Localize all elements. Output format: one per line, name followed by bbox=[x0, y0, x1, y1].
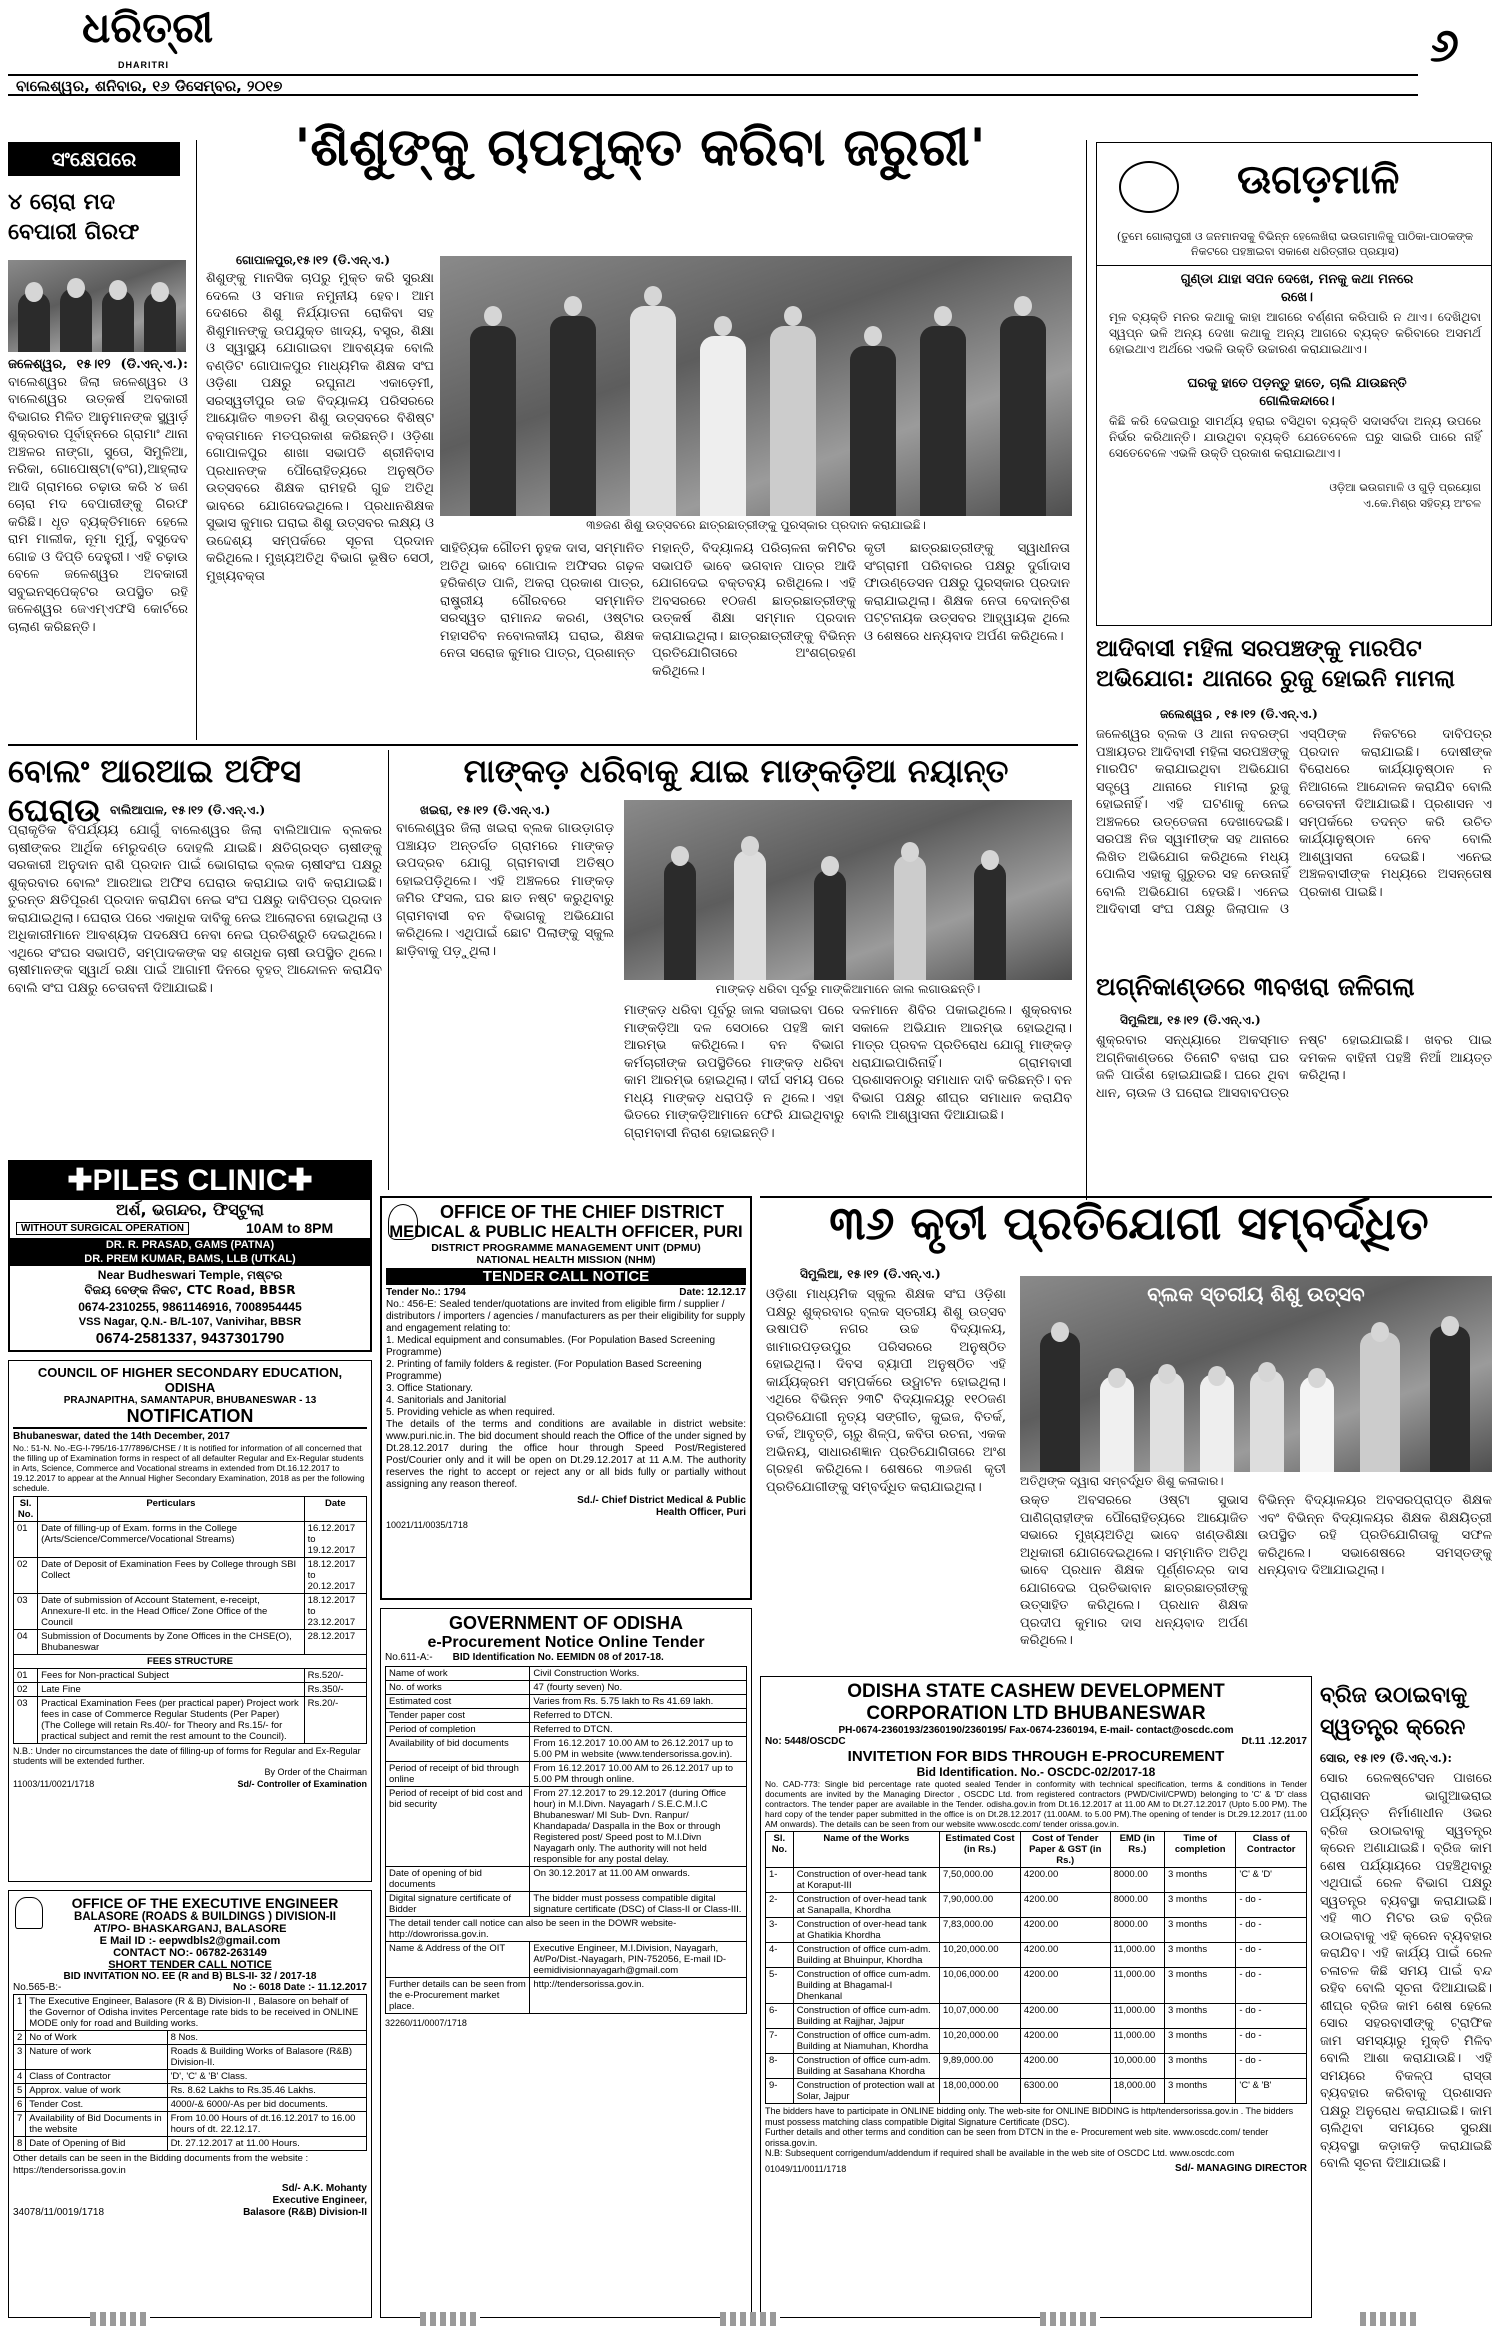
registration-mark bbox=[720, 2312, 780, 2326]
table-row: 01 Fees for Non-practical Subject Rs.520/- bbox=[14, 1669, 367, 1683]
table-row: 2- Construction of over-head tank at Sanapalla, Khordha 7,90,000.00 4200.00 8000.00 3 months - do - bbox=[766, 1893, 1307, 1918]
proverb-credit1: ଓଡ଼ିଆ ଭଉଗମାଳି ଓ ଗୁଡ଼ି ପ୍ରୟୋଗ bbox=[1329, 481, 1481, 494]
ee-addr: AT/PO- BHASKARGANJ, BALASORE bbox=[93, 1923, 287, 1935]
cashew-no: No: 5448/OSCDC bbox=[765, 1736, 846, 1747]
col-head: Sl. No. bbox=[14, 1497, 38, 1522]
piles-doctors: DR. R. PRASAD, GAMS (PATNA) DR. PREM KUMAR, BAMS, LLB (UTKAL) bbox=[10, 1238, 370, 1266]
chse-date: Bhubaneswar, dated the 14th December, 2017 bbox=[13, 1431, 230, 1442]
piles-tag: WITHOUT SURGICAL OPERATION bbox=[16, 1222, 189, 1235]
brief-text: ବାଲେଶ୍ୱର ଜିଲା ଜଳେଶ୍ୱର ଓ ବାଲେଶ୍ୱର ଉତ୍କର୍ଷ ଅବକାରୀ ବିଭାଗର ମିଳିତ ଆନୁମାନଙ୍କ ସ୍କ୍ୱାର୍ଡ଼ ଶୁକ୍ରବାର ପୂର୍ବାହ୍ନରେ ଗ୍ରାମାଂ ଥାନା ଅଞ୍ଚଳର ନାଙ୍ଗା, ସୁତୋ, ସିମୁଳିଆ, ନରିକା, ଗୋପୋଷ୍ଟା(ବଂଗ),ଆହ୍ଲାଦ ଆଦି ଗ୍ରାମରେ ଚଢ଼ାଉ କରି ୪ ଜଣ ଚୋରା ମଦ ବେପାରୀଙ୍କୁ ଗିରଫ କରିଛି। ଧୃତ ବ୍ୟକ୍ତିମାନେ ହେଲେ ରାମ ମାଲୀକ, ନୂମା ମୁର୍ମୁ, ବସୁଦେବ ଗୋଚ୍ଚ ଓ ଦିପ୍ତି ଦେହୁରୀ। ଏହି ଚଢ଼ାଉ ବେଳେ ଜଳେଶ୍ୱର ଅବକାରୀ ସବୁଇନସ୍ପେକ୍ଟର ଉପସ୍ଥିତ ରହି ଜଳେଶ୍ୱର ଜେଏମ୍ଏଫସି କୋର୍ଟରେ ଚାଲାଣ କରିଛନ୍ତି। bbox=[8, 374, 188, 635]
cdmo-item: 4. Sanitorials and Janitorial bbox=[386, 1395, 507, 1406]
fire-body: ଶୁକ୍ରବାର ସନ୍ଧ୍ୟାରେ ଅକସ୍ମାତ ଅଗ୍ନିକାଣ୍ଡରେ ତିନୋଟି ବଖରା ଘର ଜଳି ପାଉଁଶ ହୋଇଯାଇଛି। ଘରେ ଥିବା ଧାନ, ଚାଉଳ ଓ ଘରୋଇ ଆସବାବପତ୍ର ନଷ୍ଟ ହୋଇଯାଇଛି। ଖବର ପାଇ ଦମକଳ ବାହିନୀ ପହଞ୍ଚି ନିଆଁ ଆୟତ୍ତ କରିଥିଲା। bbox=[1096, 1033, 1492, 1101]
table-row: 02 Late Fine Rs.350/- bbox=[14, 1683, 367, 1697]
brief-dateline: ଜଳେଶ୍ୱର, ୧୫।୧୨ (ଡି.ଏନ୍.ଏ.): bbox=[8, 357, 188, 372]
ee-title1: OFFICE OF THE EXECUTIVE ENGINEER bbox=[71, 1895, 339, 1911]
cashew-title1: ODISHA STATE CASHEW DEVELOPMENT bbox=[847, 1681, 1225, 1702]
cdmo-item: 3. Office Stationary. bbox=[386, 1383, 473, 1394]
gov-no: No.611-A:- bbox=[385, 1652, 433, 1663]
piles-phone1: 0674-2310255, 9861146916, 7008954445 bbox=[78, 1300, 302, 1314]
cashew-bid: Bid Identification. No.- OSCDC-02/2017-18 bbox=[916, 1765, 1156, 1779]
kruti-caption: ଅତିଥିଙ୍କ ଦ୍ୱାରା ସମ୍ବର୍ଦ୍ଧିତ ଶିଶୁ କଳାକାର। bbox=[1020, 1474, 1224, 1488]
col-head: Sl. No. bbox=[766, 1832, 794, 1868]
ee-no2: No :- 6018 Date :- 11.12.2017 bbox=[233, 1982, 367, 1993]
table-row: Period of receipt of bid cost and bid security From 27.12.2017 to 29.12.2017 (during Office hour) in M.I.Divn. Nayagarh / S.E.C.M.I.C Bhubaneswar/ MI Sub- Dvn. Ranpur/ Khandapada/ Daspalla in the Box or through Registered post/ Speed post to M.I.Divn Nayagarh only. The authority will not held responsible for any postal delay. bbox=[386, 1787, 747, 1867]
piles-addr2: ବିଜୟ ବେଙ୍କ ନିକଟ, CTC Road, BBSR bbox=[84, 1283, 296, 1297]
table-row: The detail tender call notice can also be seen in the DOWR website- http://dowrorissa.gov.in. bbox=[386, 1917, 747, 1942]
brief-photo bbox=[8, 260, 186, 352]
col-head: Class of Contractor bbox=[1236, 1832, 1307, 1868]
table-row: Name of work Civil Construction Works. bbox=[386, 1667, 747, 1681]
ee-sign3: Balasore (R&B) Division-II bbox=[243, 2207, 367, 2218]
tribal-headline: ଆଦିବାସୀ ମହିଳା ସରପଞ୍ଚଙ୍କୁ ମାରପିଟ ଅଭିଯୋଗ: ଥାନାରେ ରୁଜୁ ହୋଇନି ମାମଲା bbox=[1096, 636, 1455, 692]
crane-dateline: ସୋର, ୧୫।୧୨ (ଡି.ଏନ୍.ଏ.): bbox=[1320, 1751, 1452, 1765]
proverb-para1: ମୂଳ ବ୍ୟକ୍ତି ମନର କଥାକୁ କାହା ଆଗରେ ବର୍ଣ୍ଣନା କରିପାରି ନ ଥାଏ। ଦେଖିଥିବା ସ୍ୱପ୍ନ ଭଳି ଅନ୍ୟ ଦେଖା କଥାକୁ ଅନ୍ୟ ଆଗରେ ବ୍ୟକ୍ତ କରିବାରେ ଅସମର୍ଥ ହୋଇଥାଏ ଅର୍ଥରେ ଏଭଳି ଉକ୍ତି ଉଚ୍ଚାରଣ କରାଯାଇଥାଏ। bbox=[1109, 310, 1481, 356]
proverb-credit2: ଏ.କେ.ମିଶ୍ର ସହିତ୍ୟ ଅଂଚଳ bbox=[1363, 497, 1481, 510]
lead-col2: ସାହିତ୍ୟିକ ଗୌତମ ନୁହକ ଦାସ, ସମ୍ମାନିତ ଅତିଥି ଭାବେ ଗୋପାଳ ଅଫିସର ଗଢ଼ଳ ହରିକଣ୍ଡ ପାଳି, ଅକରା ପ୍ରକାଶ ପାତ୍ର, ରାଷ୍ଟ୍ରୀୟ ଗୌରବରେ ସମ୍ମାନିତ ସରସ୍ୱତ ରାମାନନ୍ଦ କରଣ, ଓଷ୍ଟାର ମହାସଚିବ ନବୋଲକୀୟ ଘରାଇ, ଶିକ୍ଷକ ନେତା ସରୋଜ କୁମାର ପାତ୍ର, ପ୍ରଶାନ୍ତ bbox=[440, 541, 644, 661]
monkey-col1: ବାଲେଶ୍ୱର ଜିଲା ଖଇରା ବ୍ଲକ ଗାଉଡ଼ାଗଡ଼ ପଞ୍ଚାୟତ ଅନ୍ତର୍ଗତ ଗ୍ରାମରେ ମାଙ୍କଡ଼ ଉପଦ୍ରବ ଯୋଗୁ ଗ୍ରାମବାସୀ ଅତିଷ୍ଠ ହୋଇପଡ଼ିଥିଲେ। ଏହି ଅଞ୍ଚଳରେ ମାଙ୍କଡ଼ ଜମିର ଫସଲ, ଘର ଛାତ ନଷ୍ଟ କରୁଥିବାରୁ ଗ୍ରାମବାସୀ ବନ ବିଭାଗକୁ ଅଭିଯୋଗ କରିଥିଲେ। ଏଥିପାଇଁ ଛୋଟ ପିଲାଙ୍କୁ ସ୍କୁଲ ଛାଡ଼ିବାକୁ ପଡ଼ୁଥିଲା। bbox=[396, 821, 614, 959]
lead-col4: କୃତୀ ଛାତ୍ରଛାତ୍ରୀଙ୍କୁ ସ୍ୱାଧୀନତା ସଂଗ୍ରାମୀ ପରିବାରର ପକ୍ଷରୁ ଦୁର୍ଗାଦାସ ଫାଉଣ୍ଡେସନ ପକ୍ଷରୁ ପୁରସ୍କାର ପ୍ରଦାନ କରାଯାଇଥିଲା। ଶିକ୍ଷକ ନେତା ବେଦାନ୍ତିଶ ପଟ୍ଟନାୟକ ଉତ୍ସବର ଆହ୍ୱାୟକ ଥିଲେ ଓ ଶେଷରେ ଧନ୍ୟବାଦ ଅର୍ପଣ କରିଥିଲେ। bbox=[864, 541, 1070, 644]
crane-headline: ବ୍ରିଜ ଉଠାଇବାକୁ ସ୍ୱତନ୍ତ୍ର କ୍ରେନ bbox=[1320, 1683, 1468, 1740]
ee-email: E Mail ID :- eepwdbls2@gmail.com bbox=[99, 1935, 281, 1947]
cashew-ref: 01049/11/0011/1718 bbox=[765, 2163, 847, 2174]
piles-title: ✚PILES CLINIC✚ bbox=[10, 1162, 370, 1200]
cdmo-ref: 10021/11/0035/1718 bbox=[386, 1520, 468, 1530]
cashew-foot3: N.B: Subsequent corrigendum/addendum if required shall be available in the web site of OSCDC Ltd. www.oscdc.com bbox=[765, 2148, 1235, 2158]
proverb-box bbox=[1096, 142, 1492, 626]
cdmo-item: 5. Providing vehicle as when required. bbox=[386, 1407, 555, 1418]
gov-title1: GOVERNMENT OF ODISHA bbox=[448, 1613, 683, 1633]
tribal-body: ଜଳେଶ୍ୱର ବ୍ଲକ ଓ ଥାନା ନବରଙ୍ଗ ପଞ୍ଚାୟତର ଆଦିବାସୀ ମହିଳା ସରପଞ୍ଚଙ୍କୁ ମାରପିଟ କରାଯାଇଥିବା ଅଭିଯୋଗ ସତ୍ତ୍ୱେ ଥାନାରେ ମାମଲା ରୁଜୁ ହୋଇନାହିଁ। ଏହି ଘଟଣାକୁ ନେଇ ଅଞ୍ଚଳରେ ଉତ୍ତେଜନା ଦେଖାଦେଇଛି। ସରପଞ୍ଚ ନିଜ ସ୍ୱାମୀଙ୍କ ସହ ଥାନାରେ ଲିଖିତ ଅଭିଯୋଗ କରିଥିଲେ ମଧ୍ୟ ପୋଲିସ ଏହାକୁ ଗୁରୁତର ସହ ନେଉନାହିଁ ବୋଲି ଅଭିଯୋଗ ହେଉଛି। ଏନେଇ ଆଦିବାସୀ ସଂଘ ପକ୍ଷରୁ ଜିଲାପାଳ ଓ ଏସ୍ପିଙ୍କ ନିକଟରେ ଦାବିପତ୍ର ପ୍ରଦାନ କରାଯାଇଛି। ଦୋଷୀଙ୍କ ବିରୋଧରେ କାର୍ଯ୍ୟାନୁଷ୍ଠାନ ନ ନିଆଗଲେ ଆନ୍ଦୋଳନ କରାଯିବ ବୋଲି ଚେତାବନୀ ଦିଆଯାଇଛି। ପ୍ରଶାସନ ଏ ସମ୍ପର୍କରେ ତଦନ୍ତ କରି ଉଚିତ କାର୍ଯ୍ୟାନୁଷ୍ଠାନ ନେବ ବୋଲି ଆଶ୍ୱାସନା ଦେଇଛି। ଏନେଇ ଅଞ୍ଚଳବାସୀଙ୍କ ମଧ୍ୟରେ ଅସନ୍ତୋଷ ପ୍ରକାଶ ପାଇଛି। bbox=[1096, 727, 1492, 917]
kruti-col3: ବିଭିନ୍ନ ବିଦ୍ୟାଳୟର ଅବସରପ୍ରାପ୍ତ ଶିକ୍ଷକ ଏବଂ ବିଭିନ୍ନ ବିଦ୍ୟାଳୟର ଶିକ୍ଷକ ଶିକ୍ଷୟିତ୍ରୀ ଉପସ୍ଥିତ ରହି ପ୍ରତିଯୋଗିତାକୁ ସଫଳ କରିଥିଲେ। ସଭାଶେଷରେ ସମସ୍ତଙ୍କୁ ଧନ୍ୟବାଦ ଦିଆଯାଇଥିଲା। bbox=[1258, 1493, 1492, 1578]
ee-bid: BID INVITATION NO. EE (R and B) BLS-II- 32 / 2017-18 bbox=[63, 1971, 317, 1982]
lead-col3: ମହାନ୍ତି, ବିଦ୍ୟାଳୟ ପରିଚାଳନା କମିଟିର ସଭାପତି ଭାବେ ଭଗବାନ ପାତ୍ର ଆଦି ଯୋଗଦେଇ ବକ୍ତବ୍ୟ ରଖିଥିଲେ। ଏହି ଅବସରରେ ୧୦ଜଣ ଛାତ୍ରଛାତ୍ରୀଙ୍କୁ ଉତ୍କର୍ଷ ଶିକ୍ଷା ସମ୍ମାନ ପ୍ରଦାନ କରାଯାଇଥିଲା। ଛାତ୍ରଛାତ୍ରୀଙ୍କୁ ବିଭିନ୍ନ ପ୍ରତିଯୋଗିତାରେ ଅଂଶଗ୍ରହଣ କରିଥିଲେ। bbox=[652, 541, 856, 679]
table-row: Digital signature certificate of Bidder The bidder must possess compatible digital signature certificate (DSC) of Class-II or Class-III. bbox=[386, 1892, 747, 1917]
table-row: 7 Availability of Bid Documents in the website From 10.00 Hours of dt.16.12.2017 to 16.00 hours of dt. 22.12.17. bbox=[14, 2112, 367, 2137]
gov-ref: 32260/11/0007/1718 bbox=[385, 2018, 467, 2028]
gov-title2: e-Procurement Notice Online Tender bbox=[427, 1634, 705, 1651]
table-row: Period of receipt of bid through online From 16.12.2017 10.00 AM to 26.12.2017 up to 5.00 PM through online. bbox=[386, 1762, 747, 1787]
registration-mark bbox=[90, 2312, 150, 2326]
table-row: 8 Date of Opening of Bid Dt. 27.12.2017 at 11.00 Hours. bbox=[14, 2137, 367, 2151]
cashew-date: Dt.11 .12.2017 bbox=[1241, 1736, 1307, 1747]
ee-no: No.565-B:- bbox=[13, 1982, 62, 1993]
col-head: Name of the Works bbox=[793, 1832, 939, 1868]
ee-emblem-icon bbox=[15, 1897, 43, 1929]
masthead bbox=[0, 0, 1500, 98]
monkey-caption: ମାଙ୍କଡ଼ ଧରିବା ପୂର୍ବରୁ ମାଙ୍କିଆମାନେ ଜାଲ ଲଗାଉଛନ୍ତି। bbox=[715, 982, 981, 996]
monkey-photo bbox=[624, 800, 1072, 980]
table-row: 03 Date of submission of Account Statement, e-receipt, Annexure-II etc. in the Head Office/ Zone Office of the Council 18.12.2017 to 23.12.2017 bbox=[14, 1594, 367, 1630]
cdmo-date: Date: 12.12.17 bbox=[679, 1287, 746, 1298]
table-row: Date of opening of bid documents On 30.12.2017 at 11.00 AM onwards. bbox=[386, 1867, 747, 1892]
proverb-line1: ଗୁଣ୍ଡା ଯାହା ସପନ ଦେଖେ, ମନକୁ କଥା ମନରେ ରଖେ। bbox=[1180, 272, 1414, 305]
cdmo-sub1: DISTRICT PROGRAMME MANAGEMENT UNIT (DPMU) bbox=[431, 1242, 701, 1254]
table-row: No. of works 47 (fourty seven) No. bbox=[386, 1681, 747, 1695]
fire-dateline: ସିମୁଲିଆ, ୧୫।୧୨ (ଡି.ଏନ୍.ଏ.) bbox=[1120, 1013, 1261, 1027]
ee-contact: CONTACT NO:- 06782-263149 bbox=[113, 1947, 267, 1959]
cdmo-item: 2. Printing of family folders & register. (For Population Based Screening Programme) bbox=[386, 1359, 702, 1382]
tribal-dateline: ଜଲେଶ୍ୱର , ୧୫।୧୨ (ଡି.ଏନ୍.ଏ.) bbox=[1160, 707, 1318, 721]
kruti-dateline: ସିମୁଲିଆ, ୧୫।୧୨ (ଡି.ଏନ୍.ଏ.) bbox=[800, 1267, 941, 1281]
piles-clinic-ad bbox=[8, 1160, 372, 1352]
table-row: 6- Construction of office cum-adm. Building at Rajjhar, Jajpur 10,07,000.00 4200.00 11,000.00 3 months - do - bbox=[766, 2004, 1307, 2029]
chse-intro: No.: 51-N. No.-EG-I-795/16-17/7896/CHSE / It is notified for information of all concerned that the filling up of Examination forms in respect of all defaulter Regular and Ex-Regular students in Arts, Science, Commerce and Vocational streams in extended from Dt.16.12.2017 to 19.12.2017 to appear at the Annual Higher Secondary Examination, 2018 as per the following schedule. bbox=[13, 1443, 365, 1493]
cdmo-body: The details of the terms and conditions are available in district website: www.puri.nic.in. The bid document should reach the Office of the under signed by Dt.28.12.2017 during the office hour through Speed Post/Registered Post/Courier only and it will be open on Dt.29.12.2017 at 11 A.M. The authority reserves the right to accept or reject any or all bids fully or partially without assigning any reason thereof. bbox=[386, 1419, 746, 1490]
table-row: 3 Nature of work Roads & Building Works of Balasore (R&B) Division-II. bbox=[14, 2045, 367, 2070]
table-row: Name & Address of the OIT Executive Engineer, M.I.Division, Nayagarh, At/Po/Dist.-Nayagarh, PIN-752056, E-mail ID-eemidivisionnayagarh@gmail.com bbox=[386, 1942, 747, 1978]
table-row: Period of completion Referred to DTCN. bbox=[386, 1723, 747, 1737]
registration-mark bbox=[420, 2312, 480, 2326]
kruti-headline: ୩୬ କୃତୀ ପ୍ରତିଯୋଗୀ ସମ୍ବର୍ଦ୍ଧିତ bbox=[829, 1196, 1429, 1250]
cross-icon: ✚ bbox=[287, 1164, 313, 1197]
fire-headline: ଅଗ୍ନିକାଣ୍ଡରେ ୩ବଖରା ଜଳିଗଲା bbox=[1096, 972, 1415, 1001]
monkey-headline: ମାଙ୍କଡ଼ ଧରିବାକୁ ଯାଇ ମାଙ୍କଡ଼ିଆ ନୟାନ୍ତ bbox=[463, 752, 1009, 790]
table-row: 04 Submission of Documents by Zone Offices in the CHSE(O), Bhubaneswar 28.12.2017 bbox=[14, 1630, 367, 1655]
rti-dateline: ବାଲିଆପାଳ, ୧୫।୧୨ (ଡି.ଏନ୍.ଏ.) bbox=[110, 803, 266, 817]
cdmo-tender-notice bbox=[380, 1196, 752, 1600]
piles-hours: 10AM to 8PM bbox=[246, 1220, 334, 1236]
piles-phone2: 0674-2581337, 9437301790 bbox=[95, 1330, 285, 1347]
ee-tender-notice bbox=[8, 1890, 372, 2318]
col-head: Perticulars bbox=[38, 1497, 305, 1522]
table-row: 3- Construction of over-head tank at Ghatikia Khordha 7,83,000.00 4200.00 8000.00 3 months - do - bbox=[766, 1918, 1307, 1943]
ee-note: Other details can be seen in the Bidding documents from the website : https://tendersorissa.gov.in bbox=[13, 2153, 309, 2176]
ee-table bbox=[13, 1994, 367, 2151]
gov-eprocurement-notice bbox=[380, 1608, 752, 2318]
table-row: Availability of bid documents From 16.12.2017 10.00 AM to 26.12.2017 up to 5.00 PM in website (www.tendersorissa.gov.in). bbox=[386, 1737, 747, 1762]
cashew-foot1: The bidders have to participate in ONLINE bidding only. The web-site for ONLINE BIDDING is http/tendersorissa.gov.in . The bidders must possess matching class compatible Digital Signature Certificate (DSC). bbox=[765, 2106, 1294, 2127]
chse-notice: NOTIFICATION bbox=[13, 1406, 367, 1429]
kruti-col2: ଉକ୍ତ ଅବସରରେ ଓଷ୍ଟା ସୁଭାସ ପାଣିଗ୍ରାହୀଙ୍କ ପୌରୋହିତ୍ୟରେ ଆୟୋଜିତ ସଭାରେ ମୁଖ୍ୟଅତିଥି ଭାବେ ଖଣ୍ଡଶିକ୍ଷା ଅଧିକାରୀ ଯୋଗଦେଇଥିଲେ। ସମ୍ମାନିତ ଅତିଥି ଭାବେ ପ୍ରଧାନ ଶିକ୍ଷକ ପୂର୍ଣ୍ଣଚନ୍ଦ୍ର ଦାସ ଯୋଗଦେଇ ପ୍ରତିଭାବାନ ଛାତ୍ରଛାତ୍ରୀଙ୍କୁ ଉତ୍ସାହିତ କରିଥିଲେ। ପ୍ରଧାନ ଶିକ୍ଷକ ପ୍ରଦୀପ କୁମାର ଦାସ ଧନ୍ୟବାଦ ଅର୍ପଣ କରିଥିଲେ। bbox=[1020, 1493, 1248, 1648]
brief-headline: ୪ ଚୋରା ମଦ ବେପାରୀ ଗିରଫ bbox=[8, 190, 140, 245]
lead-caption: ୩୭ଜଣ ଶିଶୁ ଉତ୍ସବରେ ଛାତ୍ରଛାତ୍ରୀଙ୍କୁ ପୁରସ୍କାର ପ୍ରଦାନ କରାଯାଇଛି। bbox=[586, 518, 926, 532]
cashew-works-table bbox=[765, 1831, 1307, 2104]
table-row: 5 Approx. value of work Rs. 8.62 Lakhs to Rs.35.46 Lakhs. bbox=[14, 2084, 367, 2098]
gov-table bbox=[385, 1666, 747, 2014]
cashew-notice: INVITETION FOR BIDS THROUGH E-PROCUREMENT bbox=[847, 1748, 1225, 1765]
table-row: 4- Construction of office cum-adm. Building at Bhuinpur, Khordha 10,20,000.00 4200.00 11,000.00 3 months - do - bbox=[766, 1943, 1307, 1968]
table-row: 03 Practical Examination Fees (per practical paper) Project work fees in case of Commerce Regular Students (Per Paper) (The College will retain Rs.40/- for Theory and Rs.15/- for practical subject and remit the rest amount to the Council). Rs.20/- bbox=[14, 1697, 367, 1744]
cashew-contact: PH-0674-2360193/2360190/2360195/ Fax-0674-2360194, E-mail- contact@oscdc.com bbox=[838, 1725, 1234, 1736]
col-head: Time of completion bbox=[1165, 1832, 1236, 1868]
ee-title2: BALASORE (ROADS & BUILDINGS ) DIVISION-II bbox=[74, 1911, 336, 1923]
cashew-tender-notice bbox=[760, 1676, 1312, 2318]
proverb-line2: ଘରକୁ ହାତେ ପଡ଼ନ୍ତୁ ହାତେ, ଚାଲି ଯାଉଛନ୍ତି ଗୋଲିକନ୍ଦାରେ। bbox=[1187, 376, 1407, 409]
masthead-dateline bbox=[8, 74, 1418, 96]
chse-schedule-table bbox=[13, 1496, 367, 1744]
lead-headline: 'ଶିଶୁଙ୍କୁ ଚାପମୁକ୍ତ କରିବା ଜରୁରୀ' bbox=[294, 118, 986, 178]
monkey-dateline: ଖଇରା, ୧୫।୧୨ (ଡି.ଏନ୍.ଏ.) bbox=[420, 803, 551, 817]
table-row: 1 The Executive Engineer, Balasore (R & B) Division-II , Balasore on behalf of the Governor of Odisha invites Percentage rate bids to be received in ONLINE MODE only for road and Building works. bbox=[14, 1995, 367, 2031]
piles-addr3: VSS Nagar, Q.N.- B/L-107, Vanivihar, BBSR bbox=[78, 1316, 302, 1328]
table-row: 1- Construction of over-head tank at Koraput-III 7,50,000.00 4200.00 8000.00 3 months 'C' & 'D' bbox=[766, 1868, 1307, 1893]
ee-sign2: Executive Engineer, bbox=[272, 2195, 367, 2206]
chse-notification bbox=[8, 1360, 372, 1882]
ee-sign1: Sd/- A.K. Mohanty bbox=[281, 2183, 367, 2194]
cdmo-sign2: Health Officer, Puri bbox=[655, 1507, 746, 1518]
chse-ref: 11003/11/0021/1718 bbox=[13, 1779, 95, 1789]
proverb-para2: କିଛି କରି ଦେଇପାରୁ ସାମର୍ଥ୍ୟ ହରାଇ ବସିଥିବା ବ୍ୟକ୍ତି ସଦାସର୍ବଦା ଅନ୍ୟ ଉପରେ ନିର୍ଭର କରିଥାନ୍ତି। ଯାଉଥିବା ବ୍ୟକ୍ତି ଯେତେବେଳେ ଘରୁ ସାଇରି ପାରେ ନାହିଁ ସେତେବେଳେ ଏଭଳି ଉକ୍ତି ପ୍ରକାଶ କରାଯାଇଥାଏ। bbox=[1109, 414, 1481, 460]
cashew-title2: CORPORATION LTD BHUBANESWAR bbox=[866, 1703, 1206, 1724]
proverb-title: ଊଗଡ଼ମାଳି bbox=[1237, 157, 1400, 203]
table-row: 02 Date of Deposit of Examination Fees by College through SBI Collect 18.12.2017 to 20.12.2017 bbox=[14, 1558, 367, 1594]
table-row: 01 Date of filling-up of Exam. forms in the College (Arts/Science/Commerce/Vocational Streams) 16.12.2017 to 19.12.2017 bbox=[14, 1522, 367, 1558]
cdmo-title2: MEDICAL & PUBLIC HEALTH OFFICER, PURI bbox=[389, 1223, 743, 1241]
cdmo-notice: TENDER CALL NOTICE bbox=[386, 1268, 746, 1285]
cashew-foot2: Further details and other terms and condition can be seen from DTCN in the e- Procurement web site. www.oscdc.com/ tender orissa.gov.in. bbox=[765, 2127, 1269, 2148]
cdmo-title1: OFFICE OF THE CHIEF DISTRICT bbox=[440, 1202, 724, 1222]
cashew-sign: Sd/- MANAGING DIRECTOR bbox=[1174, 2162, 1307, 2174]
cdmo-sign1: Sd./- Chief District Medical & Public bbox=[577, 1495, 746, 1506]
chse-title: COUNCIL OF HIGHER SECONDARY EDUCATION, ODISHA bbox=[37, 1365, 343, 1395]
chse-addr: PRAJNAPITHA, SAMANTAPUR, BHUBANESWAR - 13 bbox=[63, 1395, 317, 1406]
fees-head: FEES STRUCTURE bbox=[14, 1655, 367, 1669]
cross-icon: ✚ bbox=[67, 1164, 93, 1197]
kruti-col1: ଓଡ଼ିଶା ମାଧ୍ୟମିକ ସ୍କୁଲ ଶିକ୍ଷକ ସଂଘ ଓଡ଼ିଶା ପକ୍ଷରୁ ଶୁକ୍ରବାର ବ୍ଲକ ସ୍ତରୀୟ ଶିଶୁ ଉତ୍ସବ ଉଷାପତି ନଗର ଉଚ୍ଚ ବିଦ୍ୟାଳୟ, ଖାମାରପଡ଼ଉପୁର ପରିସରରେ ଅନୁଷ୍ଠିତ ହୋଇଥିଲା। ଦିବସ ବ୍ୟାପୀ ଅନୁଷ୍ଠିତ ଏହି କାର୍ଯ୍ୟକ୍ରମ ସମ୍ପର୍କରେ ଉଦ୍ଘାଟନ ହୋଇଥିଲା। ଏଥିରେ ବିଭିନ୍ନ ୨୩ଟି ବିଦ୍ୟାଳୟରୁ ୧୧୦ଜଣ ପ୍ରତିଯୋଗୀ ନୃତ୍ୟ ସଙ୍ଗୀତ, କୁଇଜ, ବିତର୍କ, ତର୍କ, ଆବୃତ୍ତି, ଚାରୁ ଶିଳ୍ପ, କବିତା ରଚନା, ଏକକ ଅଭିନୟ, ସାଧାରଣଜ୍ଞାନ ପ୍ରତିଯୋଗିତାରେ ଅଂଶ ଗ୍ରହଣ କରିଥିଲେ। ଶେଷରେ ୩୬ଜଣ କୃତୀ ପ୍ରତିଯୋଗୀଙ୍କୁ ସମ୍ବର୍ଦ୍ଧିତ କରାଯାଇଥିଲା। bbox=[766, 1287, 1006, 1495]
cashew-intro: No. CAD-773: Single bid percentage rate quoted sealed Tender in conformity with technical specification, terms & conditions in Tender documents are invited by the Managing Director , OSCDC Ltd. from registered contractors (PWD/Civil/CPWD) belonging to 'C' & 'D' class contractors. The tender paper are available in the Tender. odisha.gov.in from Dt.16.12.2017 at 11.00 AM to Dt.27.12.2017 (Upto 5.00 PM). The hard copy of the tender paper submitted in the office is on Dt.28.12.2017 (11.00AM. to 5.00 PM).The opening of tender is Dt.29.12.2017 (11.00 AM onwards). The details can be seen from our website www.oscdc.com/ tender orissa.gov.in. bbox=[765, 1779, 1307, 1829]
proverb-intro: (ତୁମେ ଗୋଲାପୁରୀ ଓ ଜନମାନସକୁ ବିଭିନ୍ନ ହେଲେଖିରା ଭଉଗମାଳିକୁ ପାଠିକା-ପାଠକଙ୍କ ନିକଟରେ ପହଞ୍ଚାଇବା ସକାଶେ ଧରିତ୍ରୀର ପ୍ରୟାସ) bbox=[1116, 230, 1474, 258]
col-head: Estimated Cost (in Rs.) bbox=[940, 1832, 1021, 1868]
cdmo-tno: Tender No.: 1794 bbox=[386, 1287, 466, 1298]
lead-dateline: ଗୋପାଳପୁର,୧୫।୧୨ (ଡି.ଏନ୍.ଏ.) bbox=[236, 253, 391, 267]
registration-mark bbox=[1040, 2312, 1100, 2326]
cdmo-item: 1. Medical equipment and consumables. (For Population Based Screening Programme) bbox=[386, 1335, 716, 1358]
monkey-col2: ମାଙ୍କଡ଼ ଧରିବା ପୂର୍ବରୁ ଜାଲ ସଜାଇବା ପରେ ମାଙ୍କଡ଼ିଆ ଦଳ ସେଠାରେ ପହଞ୍ଚି କାମ ଆରମ୍ଭ କରିଥିଲେ। ବନ ବିଭାଗ କର୍ମଚାରୀଙ୍କ ଉପସ୍ଥିତିରେ ମାଙ୍କଡ଼ ଧରିବା କାମ ଆରମ୍ଭ ହୋଇଥିଲା। ଦୀର୍ଘ ସମୟ ପରେ ମଧ୍ୟ ମାଙ୍କଡ଼ ଧରାପଡ଼ି ନ ଥିଲେ। ଏହା ଭିତରେ ମାଙ୍କଡ଼ିଆମାନେ ଫେରି ଯାଇଥିବାରୁ ଗ୍ରାମବାସୀ ନିରାଶ ହୋଇଛନ୍ତି। bbox=[624, 1003, 844, 1141]
table-row: 9- Construction of protection wall at Solar, Jajpur 18,00,000.00 6300.00 18,000.00 3 months 'C' & 'B' bbox=[766, 2079, 1307, 2104]
ee-notice: SHORT TENDER CALL NOTICE bbox=[108, 1959, 272, 1971]
lead-photo bbox=[440, 256, 1072, 516]
table-row: Tender paper cost Referred to DTCN. bbox=[386, 1709, 747, 1723]
col-head: EMD (in Rs.) bbox=[1110, 1832, 1164, 1868]
cdmo-sub2: NATIONAL HEALTH MISSION (NHM) bbox=[476, 1254, 656, 1266]
col-head: Date bbox=[304, 1497, 366, 1522]
kruti-banner: ବ୍ଲକ ସ୍ତରୀୟ ଶିଶୁ ଉତ୍ସବ bbox=[1147, 1282, 1365, 1306]
table-row: 4 Class of Contractor 'D', 'C' & 'B' Class. bbox=[14, 2070, 367, 2084]
rti-headline: ବୋଲଂ ଆରଆଇ ଅଫିସ ଘେରାଉ bbox=[8, 752, 302, 829]
brief-body bbox=[8, 356, 188, 736]
masthead-logo-sub: DHARITRI bbox=[118, 60, 169, 70]
cdmo-emblem-icon bbox=[388, 1204, 418, 1240]
table-row: 6 Tender Cost. 4000/-& 6000/-As per bid documents. bbox=[14, 2098, 367, 2112]
registration-mark bbox=[1360, 2312, 1420, 2326]
monkey-col3: ଦଳମାନେ ଶିବିର ପକାଇଥିଲେ। ଶୁକ୍ରବାର ସକାଳେ ଅଭିଯାନ ଆରମ୍ଭ ହୋଇଥିଲା। ମାତ୍ର ପ୍ରବଳ ପ୍ରତିରୋଧ ଯୋଗୁ ମାଙ୍କଡ଼ ଧରାଯାଇପାରିନାହିଁ। ଗ୍ରାମବାସୀ ପ୍ରଶାସନଠାରୁ ସମାଧାନ ଦାବି କରିଛନ୍ତି। ବନ ବିଭାଗ ପକ୍ଷରୁ ଶୀଘ୍ର ସମାଧାନ କରାଯିବ ବୋଲି ଆଶ୍ୱାସନା ଦିଆଯାଇଛି। bbox=[852, 1003, 1072, 1123]
piles-addr1: Near Budheswari Temple, ମଷ୍ଟର bbox=[97, 1268, 283, 1282]
table-row: 7- Construction of office cum-adm. Building at Niamuhan, Khordha 10,20,000.00 4200.00 11,000.00 3 months - do - bbox=[766, 2029, 1307, 2054]
cdmo-intro: No.: 456-E: Sealed tender/quotations are invited from eligible firm / supplier / distributors / importers / agencies / manufacturers as per their eligibility for supply and engagement relating to: bbox=[386, 1299, 746, 1334]
table-row: Estimated cost Varies from Rs. 5.75 lakh to Rs 41.69 lakh. bbox=[386, 1695, 747, 1709]
table-row: 8- Construction of office cum-adm. Building at Sasahana Khordha 9,89,000.00 4200.00 10,000.00 3 months - do - bbox=[766, 2054, 1307, 2079]
ee-ref: 34078/11/0019/1718 bbox=[13, 2207, 105, 2218]
gov-bid: BID Identification No. EEMIDN 08 of 2017-18. bbox=[452, 1652, 664, 1663]
table-row: 2 No of Work 8 Nos. bbox=[14, 2031, 367, 2045]
kruti-photo bbox=[1020, 1276, 1492, 1472]
table-row: 5- Construction of office cum-adm. Building at Bhagamal-I Dhenkanal 10,06,000.00 4200.00 11,000.00 3 months - do - bbox=[766, 1968, 1307, 2004]
dateline-text: ବାଲେଶ୍ୱର, ଶନିବାର, ୧୬ ଡିସେମ୍ବର, ୨୦୧୭ bbox=[16, 77, 283, 95]
chse-nb: N.B.: Under no circumstances the date of filling-up of forms for Regular and Ex-Regular students will be extended further. bbox=[13, 1746, 361, 1766]
table-row: Further details can be seen from the e-Procurement market place. http://tendersorissa.gov.in. bbox=[386, 1978, 747, 2014]
crane-body: ସୋର ରେଳଷ୍ଟେସନ ପାଖରେ ପ୍ରାଶାସନ ଭାଗୁଆଭରାଇ ପର୍ଯ୍ୟନ୍ତ ନିର୍ମାଣାଧୀନ ଓଭର ବ୍ରିଜ ଉଠାଇବାକୁ ସ୍ୱତନ୍ତ୍ର କ୍ରେନ ଅଣାଯାଇଛି। ବ୍ରିଜ କାମ ଶେଷ ପର୍ଯ୍ୟାୟରେ ପହଞ୍ଚିଥିବାରୁ ଏଥିପାଇଁ ରେଳ ବିଭାଗ ପକ୍ଷରୁ ସ୍ୱତନ୍ତ୍ର ବ୍ୟବସ୍ଥା କରାଯାଇଛି। ଏହି ୩୦ ମିଟର ଉଚ୍ଚ ବ୍ରିଜ ଉଠାଇବାକୁ ଏହି କ୍ରେନ ବ୍ୟବହାର କରାଯିବ। ଏହି କାର୍ଯ୍ୟ ପାଇଁ ରେଳ ଚଳାଚଳ କିଛି ସମୟ ପାଇଁ ବନ୍ଦ ରହିବ ବୋଲି ସୂଚନା ଦିଆଯାଇଛି। ଶୀଘ୍ର ବ୍ରିଜ କାମ ଶେଷ ହେଲେ ସୋର ସହରବାସୀଙ୍କୁ ଟ୍ରାଫିକ ଜାମ ସମସ୍ୟାରୁ ମୁକ୍ତି ମିଳିବ ବୋଲି ଆଶା କରାଯାଉଛି। ଏହି ସମୟରେ ବିକଳ୍ପ ରାସ୍ତା ବ୍ୟବହାର କରିବାକୁ ପ୍ରଶାସନ ପକ୍ଷରୁ ଅନୁରୋଧ କରାଯାଇଛି। କାମ ଚାଲିଥିବା ସମୟରେ ସୁରକ୍ଷା ବ୍ୟବସ୍ଥା କଡ଼ାକଡ଼ି କରାଯାଇଛି ବୋଲି ସୂଚନା ଦିଆଯାଇଛି। bbox=[1320, 1771, 1492, 2171]
page-number: ୬ bbox=[1430, 18, 1459, 72]
cartoon-icon bbox=[1119, 161, 1179, 213]
masthead-logo: ଧରିତ୍ରୀ bbox=[82, 4, 214, 51]
brief-tag: ସଂକ୍ଷେପରେ bbox=[8, 142, 180, 176]
piles-subtitle: ଅର୍ଶ, ଭଗନ୍ଦର, ଫିସ୍ଟୁଲା bbox=[116, 1200, 264, 1219]
chse-by: By Order of the Chairman bbox=[264, 1767, 367, 1777]
chse-sign: Sd/- Controller of Examination bbox=[237, 1779, 367, 1789]
lead-col1: ଶିଶୁଙ୍କୁ ମାନସିକ ଚାପରୁ ମୁକ୍ତ କରି ସୁରକ୍ଷା ଦେଲେ ଓ ସମାଜ ନମୁନୀୟ ହେବ। ଆମ ଦେଶରେ ଶିଶୁ ନିର୍ଯ୍ୟାତନା ରୋକିବା ସହ ଶିଶୁମାନଙ୍କୁ ଉପଯୁକ୍ତ ଖାଦ୍ୟ, ବସ୍ତ୍ର, ଶିକ୍ଷା ଓ ସ୍ୱାସ୍ଥ୍ୟ ଯୋଗାଇବା ଆବଶ୍ୟକ ବୋଲି ବଣ୍ଡିଟ ଗୋପାଳପୁର ମାଧ୍ୟମିକ ଶିକ୍ଷକ ସଂଘ ଓଡ଼ିଶା ପକ୍ଷରୁ ରଘୁନାଥ ଏକାଡ଼େମୀ, ସରସ୍ୱତୀପୁର ଉଚ୍ଚ ବିଦ୍ୟାଳୟ ପରିସରରେ ଆୟୋଜିତ ୩୭ତମ ଶିଶୁ ଉତ୍ସବରେ ବିଶିଷ୍ଟ ବକ୍ତାମାନେ ମତପ୍ରକାଶ କରିଛନ୍ତି। ଓଡ଼ିଶା ଗୋପାଳପୁର ଶାଖା ସଭାପତି ଶ୍ରୀନିବାସ ପ୍ରଧାନଙ୍କ ପୌରୋହିତ୍ୟରେ ଅନୁଷ୍ଠିତ ଉତ୍ସବରେ ଶିକ୍ଷକ ରାମହରି ଗୁଚ୍ଚ ଅତିଥି ଭାବରେ ଯୋଗଦେଇଥିଲେ। ପ୍ରଧାନଶିକ୍ଷକ ସୁଭାସ କୁମାର ଘରାଇ ଶିଶୁ ଉତ୍ସବର ଲକ୍ଷ୍ୟ ଓ ଉଦ୍ଦେଶ୍ୟ ସମ୍ପର୍କରେ ସୂଚନା ପ୍ରଦାନ କରିଥିଲେ। ମୁଖ୍ୟଅତିଥି ବିଭାଗ ଭୂଷିତ ସେଠୀ, ମୁଖ୍ୟବକ୍ତା bbox=[206, 271, 434, 584]
rti-body: ପ୍ରାକୃତିକ ବିପର୍ଯ୍ୟୟ ଯୋଗୁଁ ବାଲେଶ୍ୱର ଜିଲା ବାଲିଆପାଳ ବ୍ଲକର ଚାଷୀଙ୍କର ଆର୍ଥିକ ମେରୁଦଣ୍ଡ ଦୋହଲି ଯାଇଛି। କ୍ଷତିଗ୍ରସ୍ତ ଚାଷୀଙ୍କୁ ସରକାରୀ ଅନୁଦାନ ରାଶି ପ୍ରଦାନ ପାଇଁ ଭୋଗରାଇ ବ୍ଲକ ଚାଷୀସଂଘ ପକ୍ଷରୁ ଶୁକ୍ରବାର ବୋଲଂ ଆରଆଇ ଅଫିସ ଘେରାଉ କରାଯାଇ ଦାବି କରାଯାଇଛି। ତୁରନ୍ତ କ୍ଷତିପୂରଣ ପ୍ରଦାନ କରାଯିବା ନେଇ ସଂଘ ପକ୍ଷରୁ ଦାବିପତ୍ର ପ୍ରଦାନ କରାଯାଇଥିଲା। ଘେରାଉ ପରେ ଏକାଧିକ ଦାବିକୁ ନେଇ ଆଲୋଚନା ହୋଇଥିଲା ଓ ଅଧିକାରୀମାନେ ଆବଶ୍ୟକ ପଦକ୍ଷେପ ନେବା ନେଇ ପ୍ରତିଶ୍ରୁତି ଦେଇଥିଲେ। ଏଥିରେ ସଂଘର ସଭାପତି, ସମ୍ପାଦକଙ୍କ ସହ ଶତାଧିକ ଚାଷୀ ଉପସ୍ଥିତ ଥିଲେ। ଚାଷୀମାନଙ୍କ ସ୍ୱାର୍ଥ ରକ୍ଷା ପାଇଁ ଆଗାମୀ ଦିନରେ ବୃହତ୍ ଆନ୍ଦୋଳନ କରାଯିବ ବୋଲି ସଂଘ ପକ୍ଷରୁ ଚେତାବନୀ ଦିଆଯାଇଛି। bbox=[8, 823, 382, 996]
col-head: Cost of Tender Paper & GST (in Rs.) bbox=[1020, 1832, 1110, 1868]
